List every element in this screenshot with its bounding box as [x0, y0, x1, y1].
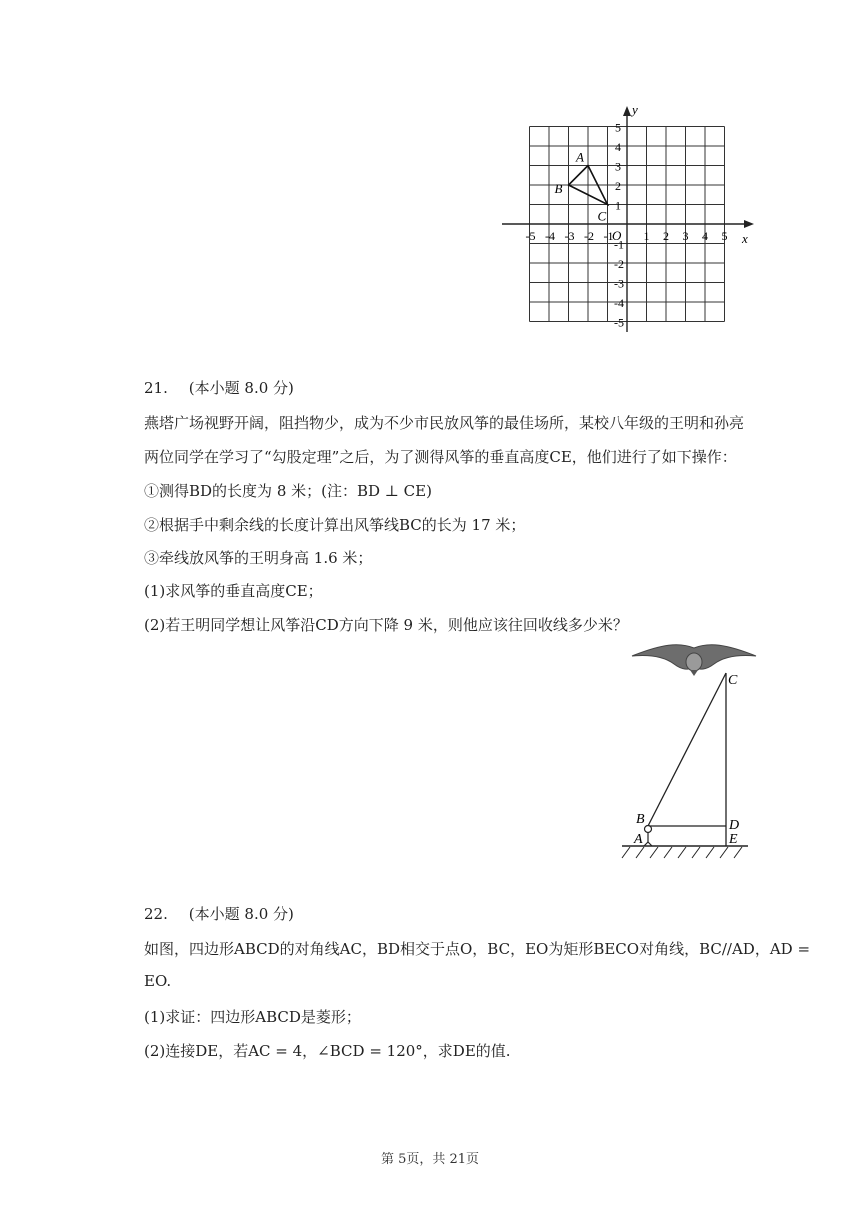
x-tick-label: 4	[702, 229, 708, 243]
y-tick-label: 4	[615, 140, 621, 154]
q21-line-7: (2)若王明同学想让风筝沿CD方向下降 9 米，则他应该往回收线多少米？	[144, 616, 628, 634]
q21-line-6: (1)求风筝的垂直高度CE；	[144, 582, 323, 600]
kite-label-c: C	[728, 673, 738, 688]
kite-label-e: E	[729, 832, 738, 847]
y-tick-label: 1	[615, 198, 621, 213]
q21-line-2: 两位同学在学习了“勾股定理”之后，为了测得风筝的垂直高度CE，他们进行了如下操作：	[144, 448, 737, 466]
y-axis-arrow-icon	[623, 106, 631, 116]
person-icon	[644, 826, 652, 847]
q21-score: (本小题 8.0 分)	[188, 379, 294, 397]
x-tick-label: -1	[603, 229, 614, 243]
q22-header	[144, 903, 294, 924]
q22-line-1: 如图，四边形ABCD的对角线AC，BD相交于点O，BC，EO为矩形BECO对角线，BC//AD，AD =	[144, 940, 811, 958]
x-tick-label: 3	[682, 229, 689, 243]
y-tick-label: 2	[615, 179, 621, 193]
y-tick-label: -1	[614, 237, 624, 252]
y-tick-label: -3	[614, 276, 624, 291]
kite-bird-icon	[632, 645, 756, 676]
vertex-label-a: A	[576, 149, 584, 165]
page-footer: 第 5页，共 21页	[380, 1152, 480, 1167]
y-tick-label: 3	[615, 159, 621, 174]
x-tick-label: -4	[545, 229, 555, 243]
x-axis-arrow-icon	[744, 220, 754, 228]
x-tick-label: 2	[663, 229, 669, 243]
kite-label-b: B	[636, 812, 645, 827]
q21-line-1: 燕塔广场视野开阔，阻挡物少，成为不少市民放风筝的最佳场所，某校八年级的王明和孙亮	[144, 414, 745, 432]
y-tick-label: -2	[614, 257, 624, 271]
x-tick-label: -5	[525, 229, 536, 243]
q22-line-4: (2)连接DE，若AC = 4，∠BCD = 120°，求DE的值.	[144, 1042, 511, 1060]
kite-label-d: D	[729, 818, 740, 833]
origin-label: O	[612, 228, 622, 243]
x-tick-label: 5	[721, 229, 728, 243]
q22-line-3: (1)求证：四边形ABCD是菱形；	[144, 1008, 361, 1026]
q21-number: 21.	[144, 379, 168, 397]
kite-label-a: A	[634, 832, 643, 847]
kite-figure	[614, 640, 760, 868]
vertex-label-c: C	[597, 208, 607, 224]
y-tick-label: -5	[614, 315, 624, 330]
ground-hatching	[622, 847, 742, 858]
kite-string-bc	[648, 673, 726, 826]
x-axis-label: x	[742, 231, 748, 246]
q21-line-5: ③牵线放风筝的王明身高 1.6 米；	[144, 549, 373, 567]
x-tick-label: 1	[643, 229, 650, 243]
y-tick-label: 5	[615, 120, 621, 135]
q21-line-4: ②根据手中剩余线的长度计算出风筝线BC的长为 17 米；	[144, 516, 526, 534]
q22-line-2: EO.	[144, 972, 172, 990]
q22-score: (本小题 8.0 分)	[188, 905, 294, 923]
vertex-label-b: B	[554, 181, 563, 196]
x-tick-label: -2	[584, 229, 594, 243]
y-axis-label: y	[632, 102, 638, 117]
y-tick-label: -4	[614, 296, 624, 310]
q22-number: 22.	[144, 905, 168, 923]
q21-header	[144, 377, 294, 398]
x-tick-label: -3	[564, 229, 575, 243]
q21-line-3: ①测得BD的长度为 8 米；(注：BD ⊥ CE)	[144, 482, 432, 500]
coordinate-grid-figure	[498, 100, 760, 338]
